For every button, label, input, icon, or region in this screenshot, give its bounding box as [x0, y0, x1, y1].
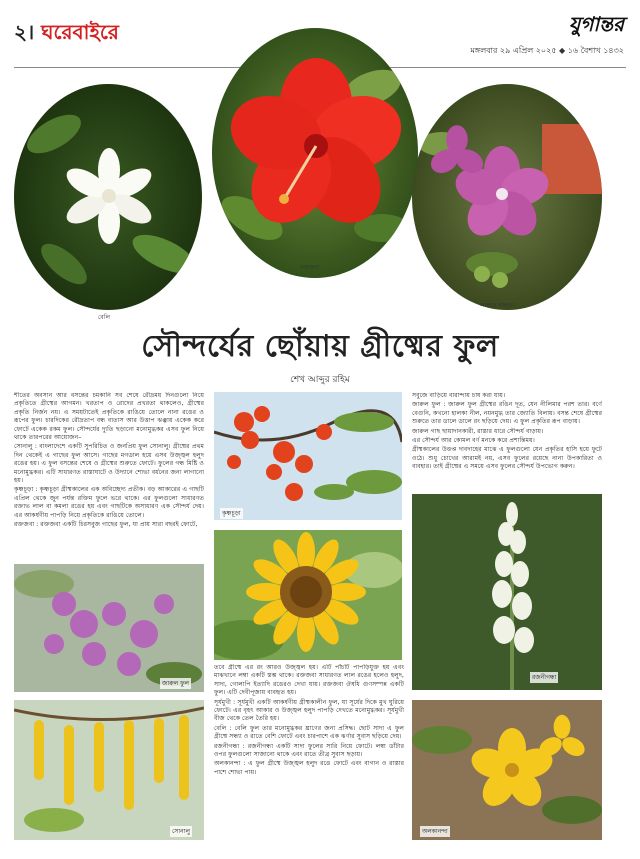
section-name: ঘরেবাইরে — [41, 20, 119, 44]
paragraph: গ্রীষ্মকালের উত্তপ্ত দাবদাহের মাঝে এ ফুলগুলো যেন প্রকৃতির হাসি হয়ে ফুটে ওঠে। শুধু চোখের আরামই নয়, এসব ফুলের রয়েছে নানা উপকারিতা ও ব্যবহার। তাই গ্রীষ্মের এ সময়ে এসব ফুলের সৌন্দর্য উপভোগ করুন। — [412, 446, 602, 471]
page-header-right — [470, 10, 624, 58]
paragraph: জারুল ফুল : জারুল ফুল গ্রীষ্মের রঙিন দূত, যেন নীলিমার পরশ তার। বর্ণে বেগুনি, কখনো হালকা নীল, নয়নমুগ্ধ তার জ্যোতি বিলায়। বসন্ত শেষে গ্রীষ্মের শুরুতে তার ডালে ডালে রং ছড়িয়ে দেয়। এ ফুল প্রকৃতির রূপ বাড়ায়। — [412, 401, 602, 426]
page-header-left — [14, 18, 119, 51]
article-title: সৌন্দর্যের ছোঁয়ায় গ্রীষ্মের ফুল — [141, 329, 499, 364]
golden-shower-photo — [14, 700, 204, 840]
date-line: মঙ্গলবার ২৯ এপ্রিল ২০২৫ ◆ ১৬ বৈশাখ ১৪৩২ — [470, 46, 624, 55]
tuberose-caption: রজনীগন্ধা — [532, 674, 557, 681]
page-number: ২। — [14, 20, 35, 44]
newspaper-logo: যুগান্তর — [568, 12, 624, 36]
jasmine-photo — [14, 84, 202, 310]
paragraph: রজনীগন্ধা : রজনীগন্ধা একটি সাদা ফুলের সারি নিয়ে ফোটে। লম্বা ডাঁটার ওপর ফুলগুলো সাজানো থাকে এবং রাতে তীব্র সুবাস ছড়ায়। — [214, 742, 404, 759]
crape-myrtle-caption: জারুল ফুল — [162, 680, 189, 687]
paragraph: তবে গ্রীষ্মে এর রং আরও উজ্জ্বল হয়। এটি পাঁচটি পাপড়িযুক্ত হয় এবং মাঝখানে লম্বা একটি স্তম্ভ থাকে। রক্তজবা সাধারণত লাল রঙের হলেও হলুদ, সাদা, গোলাপি ইত্যাদি রঙেরও দেখা যায়। রক্তজবা ঔষধি গুণসম্পন্ন একটি ফুল। এটি দেবীপূজায় ব্যবহৃত হয়। — [214, 664, 404, 697]
paragraph: সবুজে বাড়িয়ে বারান্দায় চাষ করা যায়। — [412, 392, 506, 399]
allamanda-caption: অলকানন্দা — [422, 828, 448, 835]
paragraph: সূর্যমুখী : সূর্যমুখী একটি আকর্ষণীয় গ্রীষ্মকালীন ফুল, যা সূর্যের দিকে মুখ ঘুরিয়ে ফোটে। এর বৃহৎ আকার ও উজ্জ্বল হলুদ পাপড়ি দেখতে মনোমুগ্ধকর। সূর্যমুখী বীজ থেকে তেল তৈরি হয়। — [214, 698, 404, 723]
jasmine-caption: বেলি — [98, 314, 110, 321]
hibiscus-photo — [212, 28, 418, 278]
paragraph: এর সৌন্দর্য আর কোমল বর্ণ মনকে করে প্রশান্তিময়। — [412, 437, 535, 445]
mallow-photo — [412, 84, 602, 310]
sunflower-photo — [214, 530, 402, 660]
flame-tree-photo — [214, 392, 402, 520]
paragraph: কৃষ্ণচূড়া : কৃষ্ণচূড়া গ্রীষ্মকালের এক অবিচ্ছেদ্য প্রতীক। বড় আকারের এ গাছটি এপ্রিল থেকে জুন পর্যন্ত রক্তিম ফুলে ভরে থাকে। এর ফুলগুলো সাধারণত রক্তাভ লাল বা কমলা রঙের হয় এবং গাছটিকে অসাধারণ এক সৌন্দর্য দেয়। এর আকর্ষণীয় পাপড়ি নিয়ে প্রকৃতিকে রাঙিয়ে তোলে। — [14, 486, 204, 519]
paragraph: অলকানন্দা : এ ফুল গ্রীষ্মে উজ্জ্বল হলুদ রঙে ফোটে এবং বাগান ও রাস্তার পাশে শোভা পায়। — [214, 760, 404, 776]
tuberose-photo — [412, 494, 602, 690]
paragraph: সোনালু : বাংলাদেশে একটি সুপরিচিত ও জনপ্রিয় ফুল সোনালু। গ্রীষ্মের প্রথম দিন থেকেই এ গাছের ফুল আসে। গাছের মগডাল হয়ে এসব উজ্জ্বল হলুদ রঙের হয়। এ ফুল বসন্তের শেষে ও গ্রীষ্মের শুরুতে ফোটে। ফুলের গন্ধ মিষ্টি ও মনোমুগ্ধকর। এটি সাধারণত রাস্তাঘাটে ও উদ্যানে শোভা বর্ধনের জন্য লাগানো হয়। — [14, 443, 204, 485]
middle-column-text — [214, 664, 404, 840]
hibiscus-caption: রক্তজবা — [300, 264, 320, 271]
paragraph: জারুল গাছ ছায়াদানকারী, রাস্তার ধারে সৌন্দর্য বাড়ায়। — [412, 427, 544, 435]
paragraph: বেলি : বেলি ফুল তার মনোমুগ্ধকর ঘ্রাণের জন্য প্রসিদ্ধ। ছোট সাদা এ ফুল গ্রীষ্মে সন্ধ্যা ও রাতে বেশি ফোটে এবং চারপাশে এক ঝর্ণার সুবাস ছড়িয়ে দেয়। — [214, 724, 404, 741]
right-column-text — [412, 392, 602, 484]
paragraph: শীতের অবসান আর বসন্তের চমকানি সব শেষে রৌদ্রময় দিনগুলো নিয়ে প্রকৃতিতে গ্রীষ্মের আগমন। খরতাপ ও রোদের প্রখরতা থাকলেও, গ্রীষ্মের প্রকৃতি নির্জন নয়। এ সময়টাতেই প্রকৃতিকে রাঙিয়ে তোলে নানা রঙের ও রূপের ফুল। চারদিকের রৌদ্রতাপ বন্ধ বাতাস আর উত্তাপ ঝঞ্ঝায় একেক করে ফোটে একেক রকম ফুল। সৌন্দর্যের দ্যুতি ছড়ানো মনোমুগ্ধকর এসব ফুল নিয়ে থাকে তারপরের আয়োজন– — [14, 392, 204, 442]
golden-shower-caption: সোনালু — [172, 828, 190, 835]
left-column-text — [14, 392, 204, 560]
allamanda-photo — [412, 700, 602, 840]
crape-myrtle-photo — [14, 564, 204, 692]
article-author: শেখ আব্দুর রহিম — [290, 375, 350, 385]
paragraph: রক্তজবা : রক্তজবা একটি চিরসবুজ গাছের ফুল, যা প্রায় সারা বছরই ফোটে, — [14, 521, 198, 529]
flame-tree-caption: কৃষ্ণচূড়া — [222, 510, 241, 517]
mallow-caption: লালচে মালভা — [480, 302, 514, 309]
